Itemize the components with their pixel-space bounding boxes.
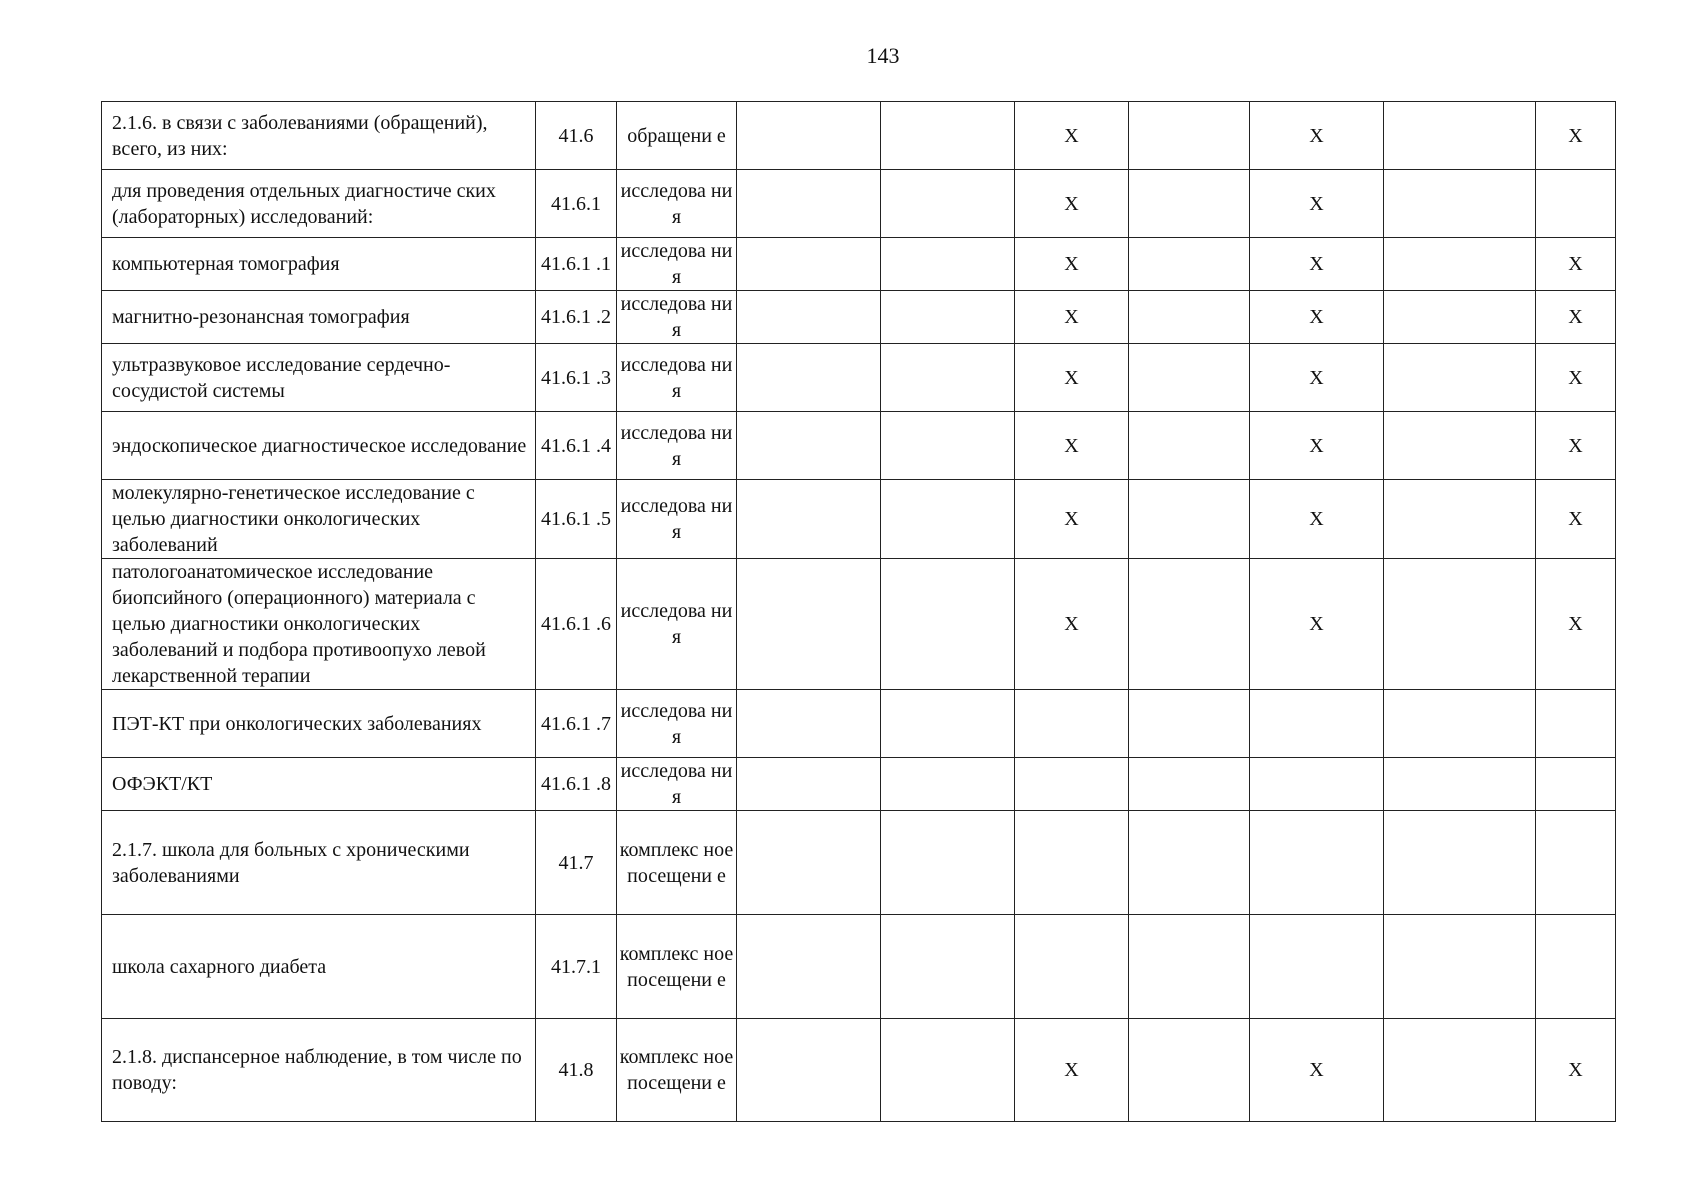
value-cell: X	[1015, 344, 1129, 412]
value-cell	[881, 915, 1015, 1019]
table-row	[102, 690, 1616, 758]
value-cell	[1536, 915, 1616, 1019]
value-cell: X	[1015, 238, 1129, 291]
table-row	[102, 1019, 1616, 1122]
row-code: 41.6.1 .3	[536, 344, 617, 412]
value-cell: X	[1250, 344, 1384, 412]
value-cell	[1384, 811, 1536, 915]
value-cell: X	[1250, 102, 1384, 170]
value-cell: X	[1536, 480, 1616, 559]
row-unit: комплекс ное посещени е	[617, 811, 737, 915]
value-cell: X	[1015, 1019, 1129, 1122]
data-table	[101, 101, 1616, 1122]
value-cell	[737, 344, 881, 412]
value-cell: X	[1536, 559, 1616, 690]
value-cell	[1250, 758, 1384, 811]
value-cell: X	[1536, 238, 1616, 291]
value-cell	[1250, 915, 1384, 1019]
value-cell	[1384, 1019, 1536, 1122]
value-cell	[1384, 238, 1536, 291]
value-cell: X	[1250, 291, 1384, 344]
value-cell	[1250, 811, 1384, 915]
table-row	[102, 291, 1616, 344]
value-cell	[1384, 170, 1536, 238]
row-unit: исследова ния	[617, 559, 737, 690]
row-unit: исследова ния	[617, 170, 737, 238]
value-cell: X	[1015, 170, 1129, 238]
value-cell	[1129, 915, 1250, 1019]
value-cell: X	[1536, 1019, 1616, 1122]
value-cell	[1384, 758, 1536, 811]
value-cell: X	[1250, 238, 1384, 291]
value-cell	[1129, 811, 1250, 915]
value-cell	[1384, 412, 1536, 480]
value-cell	[1015, 811, 1129, 915]
row-code: 41.8	[536, 1019, 617, 1122]
table-row	[102, 811, 1616, 915]
value-cell	[1384, 102, 1536, 170]
row-name: патологоанатомическое исследование биопсийного (операционного) материала с целью диагностики онкологических заболеваний и подбора противоопухо левой лекарственной терапии	[102, 559, 536, 690]
value-cell	[881, 1019, 1015, 1122]
value-cell: X	[1536, 291, 1616, 344]
value-cell	[881, 291, 1015, 344]
value-cell	[1129, 238, 1250, 291]
value-cell	[881, 170, 1015, 238]
value-cell: X	[1250, 1019, 1384, 1122]
row-name: 2.1.6. в связи с заболеваниями (обращений), всего, из них:	[102, 102, 536, 170]
value-cell: X	[1015, 102, 1129, 170]
value-cell	[1129, 344, 1250, 412]
value-cell	[1129, 480, 1250, 559]
row-name: молекулярно-генетическое исследование с целью диагностики онкологических заболеваний	[102, 480, 536, 559]
value-cell: X	[1536, 344, 1616, 412]
row-code: 41.6.1 .5	[536, 480, 617, 559]
row-code: 41.7	[536, 811, 617, 915]
value-cell	[1536, 690, 1616, 758]
value-cell	[737, 291, 881, 344]
row-name: 2.1.7. школа для больных с хроническими заболеваниями	[102, 811, 536, 915]
value-cell	[881, 480, 1015, 559]
value-cell	[1015, 915, 1129, 1019]
value-cell: X	[1250, 480, 1384, 559]
value-cell: X	[1015, 412, 1129, 480]
value-cell	[737, 238, 881, 291]
row-unit: исследова ния	[617, 480, 737, 559]
row-unit: исследова ния	[617, 758, 737, 811]
row-code: 41.6.1 .6	[536, 559, 617, 690]
row-name: ультразвуковое исследование сердечно- сосудистой системы	[102, 344, 536, 412]
row-code: 41.6	[536, 102, 617, 170]
value-cell	[737, 170, 881, 238]
row-name: компьютерная томография	[102, 238, 536, 291]
value-cell: X	[1250, 412, 1384, 480]
row-code: 41.6.1	[536, 170, 617, 238]
page-number: 143	[866, 43, 900, 68]
table-row	[102, 758, 1616, 811]
table-row	[102, 915, 1616, 1019]
value-cell	[1250, 690, 1384, 758]
row-unit: исследова ния	[617, 291, 737, 344]
value-cell	[1384, 559, 1536, 690]
value-cell	[1384, 291, 1536, 344]
value-cell	[1129, 102, 1250, 170]
row-name: ОФЭКТ/КТ	[102, 758, 536, 811]
value-cell	[737, 690, 881, 758]
table-row	[102, 170, 1616, 238]
value-cell	[737, 102, 881, 170]
value-cell: X	[1015, 480, 1129, 559]
row-name: для проведения отдельных диагностиче ских (лабораторных) исследований:	[102, 170, 536, 238]
value-cell	[737, 559, 881, 690]
value-cell	[881, 238, 1015, 291]
value-cell	[1536, 811, 1616, 915]
value-cell: X	[1536, 412, 1616, 480]
row-code: 41.6.1 .2	[536, 291, 617, 344]
value-cell	[1129, 1019, 1250, 1122]
value-cell	[1384, 690, 1536, 758]
value-cell	[1129, 559, 1250, 690]
value-cell	[881, 344, 1015, 412]
row-name: магнитно-резонансная томография	[102, 291, 536, 344]
value-cell	[737, 1019, 881, 1122]
row-code: 41.6.1 .7	[536, 690, 617, 758]
table-row	[102, 238, 1616, 291]
row-unit: комплекс ное посещени е	[617, 1019, 737, 1122]
value-cell	[881, 811, 1015, 915]
value-cell	[1129, 690, 1250, 758]
value-cell: X	[1250, 559, 1384, 690]
value-cell	[881, 412, 1015, 480]
value-cell	[1384, 344, 1536, 412]
value-cell	[881, 559, 1015, 690]
table-row	[102, 102, 1616, 170]
row-code: 41.6.1 .8	[536, 758, 617, 811]
value-cell	[1129, 170, 1250, 238]
row-name: школа сахарного диабета	[102, 915, 536, 1019]
value-cell: X	[1250, 170, 1384, 238]
value-cell	[1384, 915, 1536, 1019]
table-row	[102, 412, 1616, 480]
row-unit: исследова ния	[617, 238, 737, 291]
value-cell	[737, 480, 881, 559]
value-cell	[881, 690, 1015, 758]
value-cell	[1384, 480, 1536, 559]
value-cell	[737, 915, 881, 1019]
value-cell	[737, 412, 881, 480]
table-row	[102, 344, 1616, 412]
row-name: эндоскопическое диагностическое исследование	[102, 412, 536, 480]
row-name: ПЭТ-КТ при онкологических заболеваниях	[102, 690, 536, 758]
row-unit: комплекс ное посещени е	[617, 915, 737, 1019]
table-row	[102, 480, 1616, 559]
row-name: 2.1.8. диспансерное наблюдение, в том числе по поводу:	[102, 1019, 536, 1122]
value-cell	[1015, 758, 1129, 811]
row-code: 41.7.1	[536, 915, 617, 1019]
value-cell	[1015, 690, 1129, 758]
row-code: 41.6.1 .4	[536, 412, 617, 480]
value-cell	[737, 758, 881, 811]
value-cell	[1536, 758, 1616, 811]
value-cell	[1129, 412, 1250, 480]
value-cell	[1129, 291, 1250, 344]
row-unit: обращени е	[617, 102, 737, 170]
value-cell: X	[1015, 291, 1129, 344]
value-cell: X	[1015, 559, 1129, 690]
value-cell	[1129, 758, 1250, 811]
value-cell	[881, 758, 1015, 811]
value-cell	[1536, 170, 1616, 238]
row-unit: исследова ния	[617, 344, 737, 412]
value-cell	[737, 811, 881, 915]
value-cell	[881, 102, 1015, 170]
row-unit: исследова ния	[617, 690, 737, 758]
value-cell: X	[1536, 102, 1616, 170]
row-code: 41.6.1 .1	[536, 238, 617, 291]
row-unit: исследова ния	[617, 412, 737, 480]
table-row	[102, 559, 1616, 690]
